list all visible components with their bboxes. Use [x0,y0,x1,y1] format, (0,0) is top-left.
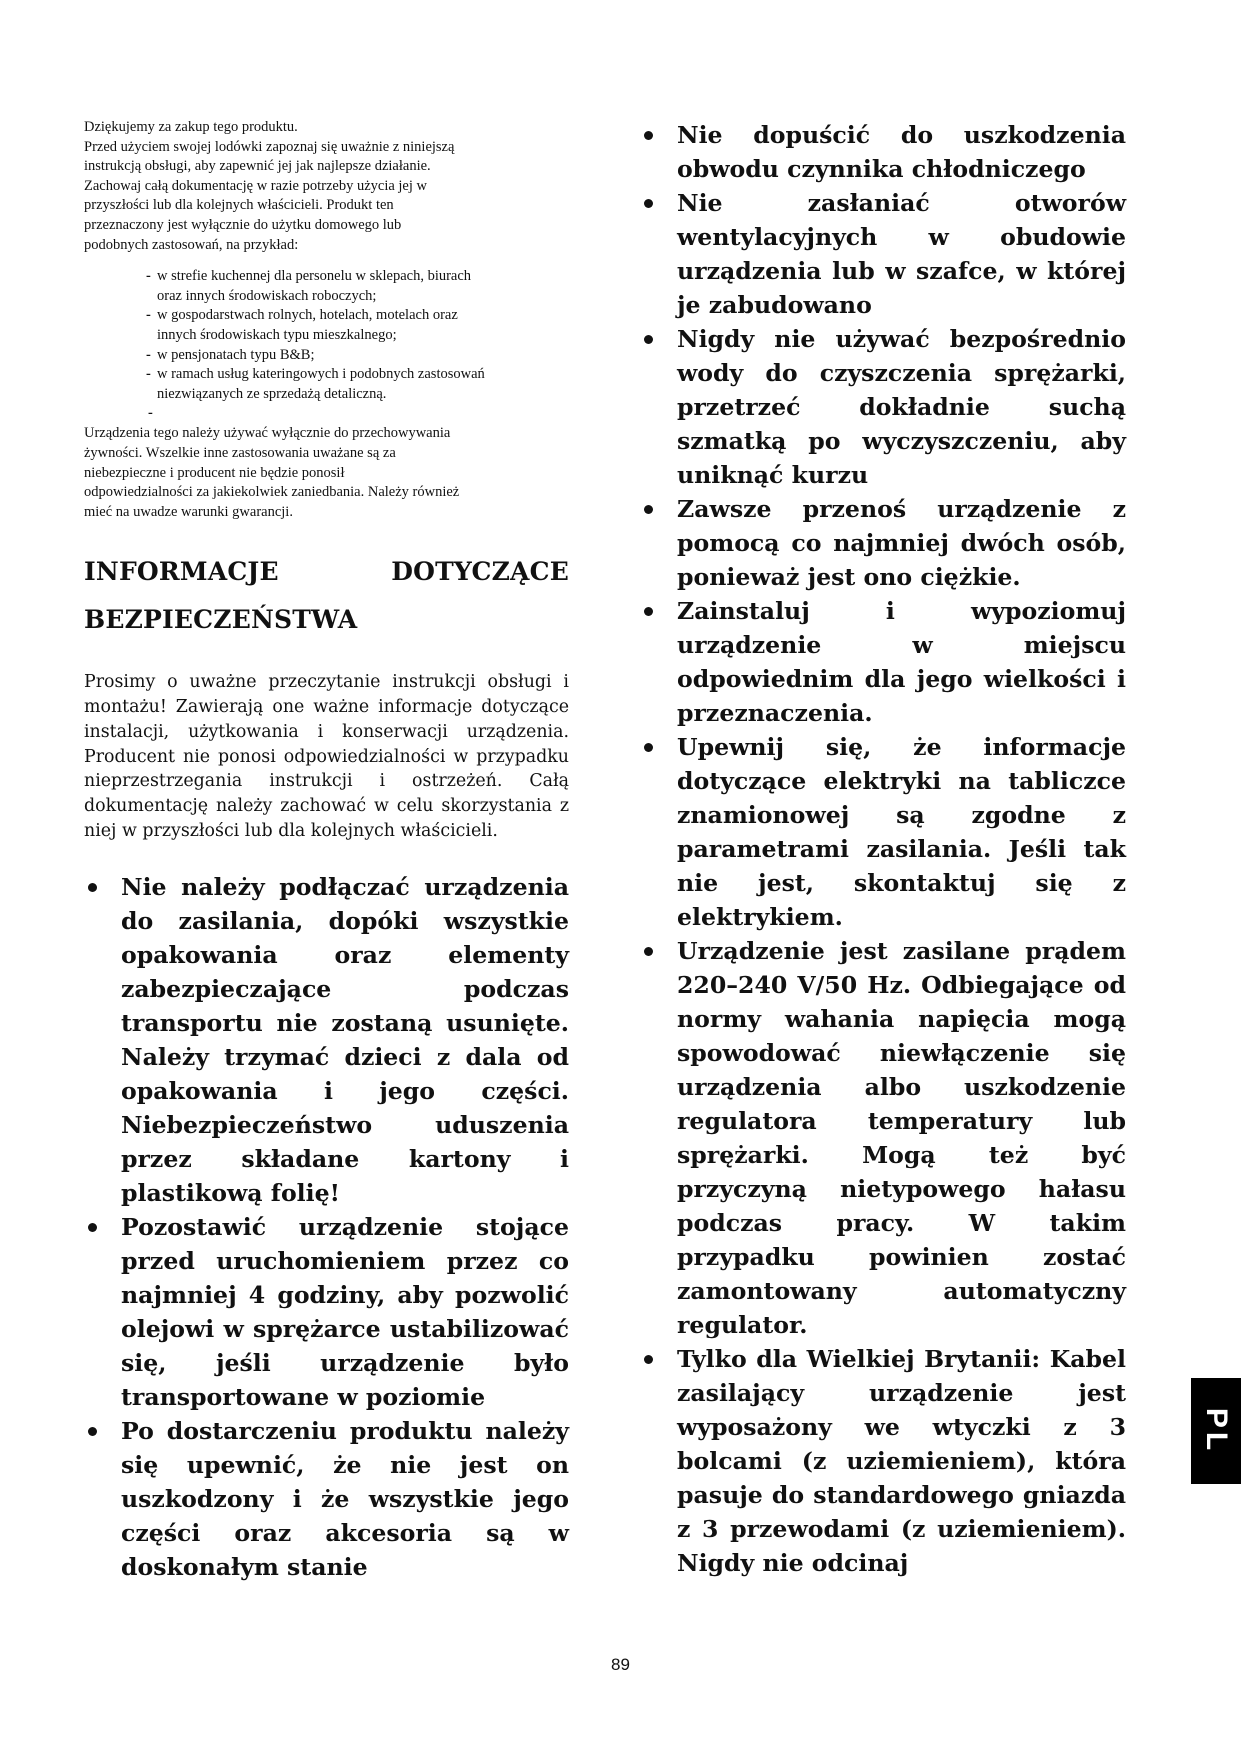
left-safety-bullets [84,870,569,1584]
empty-list-dash: - [148,405,153,422]
page-number: 89 [611,1655,630,1674]
safety-bullet-item [640,118,1126,186]
safety-bullet-text: Zainstaluj i wypoziomuj urządzenie w miejscu odpowiednim dla jego wielkości i przeznaczenia. [677,597,1126,727]
language-tab-label: PL [1200,1407,1233,1455]
safety-bullet-item [640,322,1126,492]
safety-bullet-text: Zawsze przenoś urządzenie z pomocą co najmniej dwóch osób, ponieważ jest ono ciężkie. [677,495,1126,591]
title-word: INFORMACJE [84,557,279,587]
safety-bullet-text: Nie zasłaniać otworów wentylacyjnych w obudowie urządzenia lub w szafce, w której je zabudowano [677,189,1126,319]
usage-example-item [148,306,569,345]
safety-bullet-item [640,730,1126,934]
safety-bullet-text: Nie należy podłączać urządzenia do zasilania, dopóki wszystkie opakowania oraz elementy zabezpieczające podczas transportu nie zostaną usunięte. Należy trzymać dzieci z dala od opakowania i jego części. Niebezpieczeństwo uduszenia przez składane kartony i plastikową folię! [121,872,569,1207]
bullet-dot-icon [644,505,653,514]
usage-example-line: innych środowiskach typu mieszkalnego; [157,326,397,343]
usage-example-line: niezwiązanych ze sprzedażą detaliczną. [157,385,387,402]
bullet-dot-icon [644,1355,653,1364]
safety-bullet-text: Tylko dla Wielkiej Brytanii: Kabel zasilający urządzenie jest wyposażony we wtyczki z 3 bolcami (z uziemieniem), która pasuje do standardowego gniazda z 3 przewodami (z uziemieniem). Nigdy nie odcinaj [677,1345,1126,1577]
safety-bullet-item [84,1210,569,1414]
right-column [640,118,1126,1580]
title-word: DOTYCZĄCE [391,557,569,587]
usage-example-line: - w pensjonatach typu B&B; [157,346,315,363]
storage-note-line: niebezpieczne i producent nie będzie ponosił [84,464,345,481]
safety-bullet-item [640,1342,1126,1580]
storage-note-line: mieć na uwadze warunki gwarancji. [84,503,293,520]
safety-intro-paragraph: Prosimy o uważne przeczytanie instrukcji obsługi i montażu! Zawierają one ważne informacje dotyczące instalacji, użytkowania i konserwacji urządzenia. Producent nie ponosi odpowiedzialności w przypadku nieprzestrzegania instrukcji i ostrzeżeń. Całą dokumentację należy zachować w celu skorzystania z niej w przyszłości lub dla kolejnych właścicieli. [84,672,569,842]
language-tab [1191,1378,1241,1484]
usage-example-item [148,267,569,306]
title-row [84,548,569,596]
right-safety-bullets [640,118,1126,1580]
bullet-dot-icon [644,947,653,956]
intro-line: Przed użyciem swojej lodówki zapoznaj się uważnie z niniejszą [84,138,455,155]
safety-bullet-item [84,1414,569,1584]
usage-example-line: oraz innych środowiskach roboczych; [157,287,377,304]
safety-section-title [84,548,569,644]
bullet-dot-icon [88,883,97,892]
safety-bullet-item [640,492,1126,594]
storage-note-line: żywności. Wszelkie inne zastosowania uważane są za [84,444,396,461]
bullet-dot-icon [644,335,653,344]
intro-line: podobnych zastosowań, na przykład: [84,236,299,253]
bullet-dot-icon [88,1223,97,1232]
bullet-dot-icon [644,607,653,616]
bullet-dot-icon [644,199,653,208]
intro-line: instrukcją obsługi, aby zapewnić jej jak najlepsze działanie. [84,158,431,175]
safety-bullet-item [640,594,1126,730]
usage-example-line: - w strefie kuchennej dla personelu w sklepach, biurach [157,268,472,285]
intro-line: Zachowaj całą dokumentację w razie potrzeby użycia jej w [84,177,427,194]
usage-example-item [148,346,569,366]
intro-paragraph [84,118,569,255]
bullet-dot-icon [644,743,653,752]
safety-bullet-text: Urządzenie jest zasilane prądem 220–240 V/50 Hz. Odbiegające od normy wahania napięcia mogą spowodować niewłączenie się urządzenia albo uszkodzenie regulatora temperatury lub sprężarki. Mogą też być przyczyną nietypowego hałasu podczas pracy. W takim przypadku powinien zostać zamontowany automatyczny regulator. [677,937,1126,1339]
safety-bullet-text: Upewnij się, że informacje dotyczące elektryki na tabliczce znamionowej są zgodne z parametrami zasilania. Jeśli tak nie jest, skontaktuj się z elektrykiem. [677,733,1126,931]
safety-bullet-text: Nigdy nie używać bezpośrednio wody do czyszczenia sprężarki, przetrzeć dokładnie suchą szmatką po wyczyszczeniu, aby uniknąć kurzu [677,325,1126,489]
intro-line: przeznaczony jest wyłącznie do użytku domowego lub [84,216,402,233]
safety-bullet-item [640,186,1126,322]
bullet-dot-icon [88,1427,97,1436]
storage-note-line: Urządzenia tego należy używać wyłącznie do przechowywania [84,425,451,442]
usage-example-item [148,365,569,404]
title-word: BEZPIECZEŃSTWA [84,605,358,635]
bullet-dot-icon [644,131,653,140]
intro-line: przyszłości lub dla kolejnych właścicieli. Produkt ten [84,197,394,214]
left-column [84,118,569,1584]
safety-bullet-text: Po dostarczeniu produktu należy się upewnić, że nie jest on uszkodzony i że wszystkie jego części oraz akcesoria są w doskonałym stanie [121,1416,569,1581]
safety-bullet-item [640,934,1126,1342]
safety-bullet-text: Nie dopuścić do uszkodzenia obwodu czynnika chłodniczego [677,121,1126,183]
usage-example-line: - w gospodarstwach rolnych, hotelach, motelach oraz [157,307,458,324]
storage-note [84,424,569,522]
usage-example-line: - w ramach usług kateringowych i podobnych zastosowań [157,366,485,383]
safety-bullet-text: Pozostawić urządzenie stojące przed uruchomieniem przez co najmniej 4 godziny, aby pozwolić olejowi w sprężarce ustabilizować się, jeśli urządzenie było transportowane w poziomie [121,1212,569,1411]
storage-note-line: odpowiedzialności za jakiekolwiek zaniedbania. Należy również [84,484,460,501]
intro-line: Dziękujemy za zakup tego produktu. [84,119,298,135]
usage-examples-list [84,267,569,404]
safety-bullet-item [84,870,569,1210]
